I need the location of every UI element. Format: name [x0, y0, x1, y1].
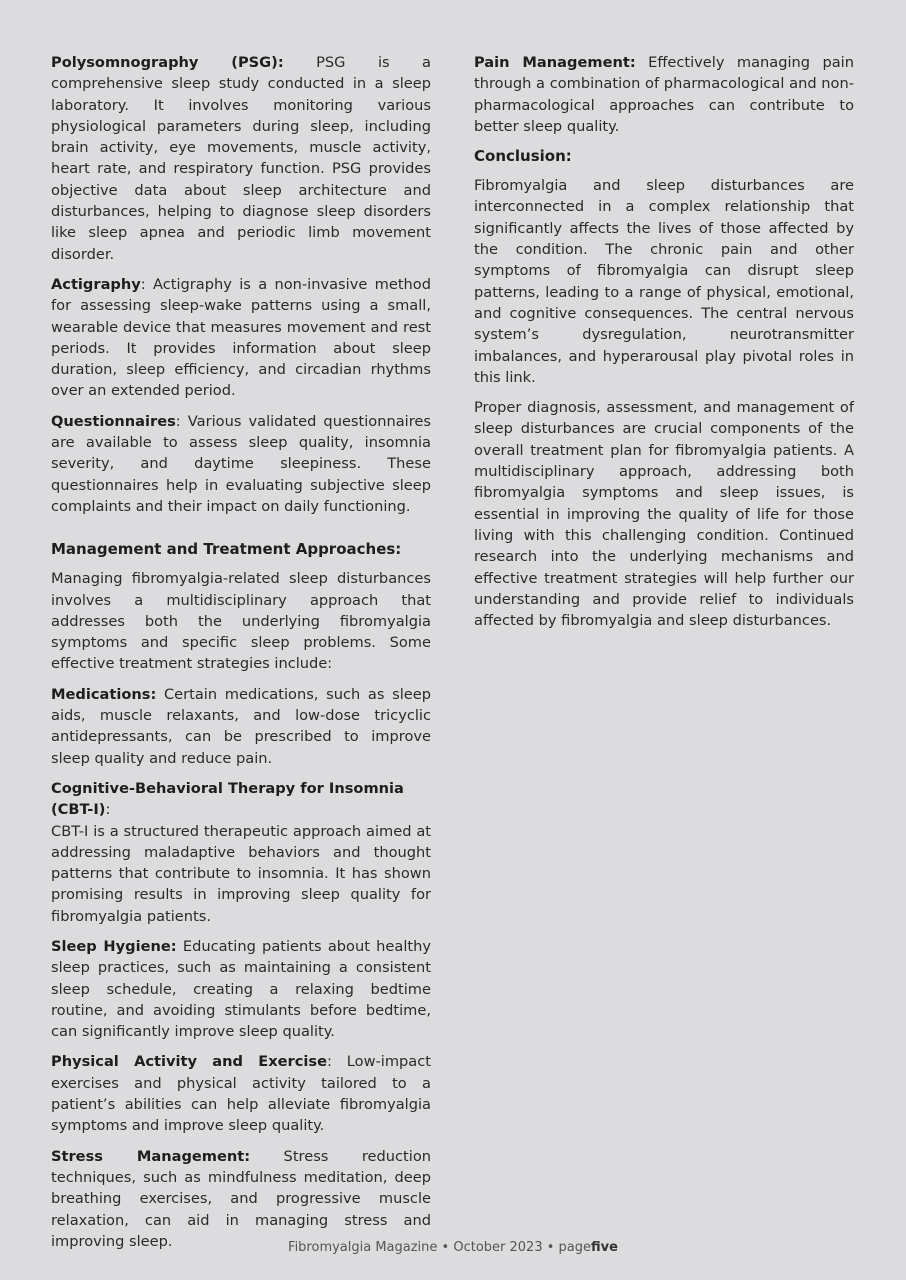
physical-activity-paragraph — [51, 1051, 431, 1136]
medications-paragraph — [51, 684, 431, 769]
pain-management-text: Effectively managing pain through a combination of pharmacological and non-pharmacological approaches can contribute to better sleep quality. — [474, 54, 854, 135]
footer-page-number: five — [591, 1240, 618, 1255]
footer-magazine: Fibromyalgia Magazine — [288, 1240, 438, 1255]
left-column — [51, 52, 431, 1261]
medications-text: Certain medications, such as sleep aids, muscle relaxants, and low-dose tricyclic antidepressants, can be prescribed to improve sleep quality and reduce pain. — [51, 685, 431, 767]
psg-paragraph — [51, 52, 431, 265]
cbti-heading-colon: : — [105, 801, 111, 819]
conclusion-paragraph-1: Fibromyalgia and sleep disturbances are interconnected in a complex relationship that significantly affects the lives of those affected by the condition. The chronic pain and other symptoms of fibromyalgia can disrupt sleep patterns, leading to a range of physical, emotional, and cognitive consequences. The central nervous system’s dysregulation, neurotransmitter imbalances, and hyperarousal play pivotal roles in this link. — [474, 177, 854, 386]
stress-management-text: Stress reduction techniques, such as mindfulness meditation, deep breathing exercises, and progressive muscle relaxation, can aid in managing stress and improving sleep. — [51, 1147, 432, 1250]
cbti-heading — [51, 778, 431, 821]
sleep-hygiene-text: Educating patients about healthy sleep practices, such as maintaining a consistent sleep schedule, creating a relaxing bedtime routine, and avoiding stimulants before bedtime, can significantly improve sleep quality. — [51, 937, 431, 1041]
sleep-hygiene-term: Sleep Hygiene: — [51, 937, 177, 955]
physical-activity-text: : Low-impact exercises and physical activity tailored to a patient’s abilities can help alleviate fibromyalgia symptoms and improve sleep quality. — [51, 1053, 431, 1135]
physical-activity-term: Physical Activity and Exercise — [51, 1053, 327, 1071]
actigraphy-paragraph — [51, 274, 431, 402]
actigraphy-term: Actigraphy — [51, 275, 141, 293]
questionnaires-text: : Various validated questionnaires are available to assess sleep quality, insomnia severity, and daytime sleepiness. These questionnaires help in evaluating subjective sleep complaints and their impact on daily functioning. — [51, 412, 431, 515]
stress-management-paragraph — [51, 1146, 431, 1252]
pain-management-paragraph — [474, 52, 854, 137]
footer-page-prefix: page — [558, 1240, 592, 1255]
pain-management-term: Pain Management: — [474, 54, 636, 71]
psg-text: PSG is a comprehensive sleep study conducted in a sleep laboratory. It involves monitoring various physiological parameters during sleep, including brain activity, eye movements, muscle activity, heart rate, and respiratory function. PSG provides objective data about sleep architecture and disturbances, helping to diagnose sleep disorders like sleep apnea and periodic limb movement disorder. — [51, 54, 431, 263]
footer-separator-1: • — [437, 1240, 454, 1255]
cbti-heading-text: Cognitive-Behavioral Therapy for Insomnia (CBT-I) — [51, 779, 404, 819]
management-intro: Managing fibromyalgia-related sleep disturbances involves a multidisciplinary approach that addresses both the underlying fibromyalgia symptoms and specific sleep problems. Some effective treatment strategies include: — [51, 570, 431, 673]
sleep-hygiene-paragraph — [51, 936, 431, 1042]
right-column — [474, 52, 854, 640]
stress-management-term: Stress Management: — [51, 1147, 251, 1165]
cbti-paragraph: CBT-I is a structured therapeutic approach aimed at addressing maladaptive behaviors and thought patterns that contribute to insomnia. It has shown promising results in improving sleep quality for fibromyalgia patients. — [51, 822, 431, 925]
medications-term: Medications: — [51, 685, 157, 703]
psg-term: Polysomnography (PSG): — [51, 54, 284, 71]
conclusion-paragraph-2: Proper diagnosis, assessment, and management of sleep disturbances are crucial components of the overall treatment plan for fibromyalgia patients. A multidisciplinary approach, addressing both fibromyalgia symptoms and sleep issues, is essential in improving the quality of life for those living with this challenging condition. Continued research into the underlying mechanisms and effective treatment strategies will help further our understanding and provide relief to individuals affected by fibromyalgia and sleep disturbances. — [474, 399, 854, 630]
actigraphy-text: : Actigraphy is a non-invasive method for assessing sleep-wake patterns using a small, wearable device that measures movement and rest periods. It provides information about sleep duration, sleep efficiency, and circadian rhythms over an extended period. — [51, 275, 431, 400]
questionnaires-paragraph — [51, 411, 431, 517]
conclusion-heading: Conclusion: — [474, 147, 572, 166]
footer-date: October 2023 — [453, 1240, 543, 1255]
page-footer — [0, 1240, 906, 1255]
management-heading: Management and Treatment Approaches: — [51, 540, 402, 559]
questionnaires-term: Questionnaires — [51, 412, 176, 430]
footer-separator-2: • — [542, 1240, 559, 1255]
